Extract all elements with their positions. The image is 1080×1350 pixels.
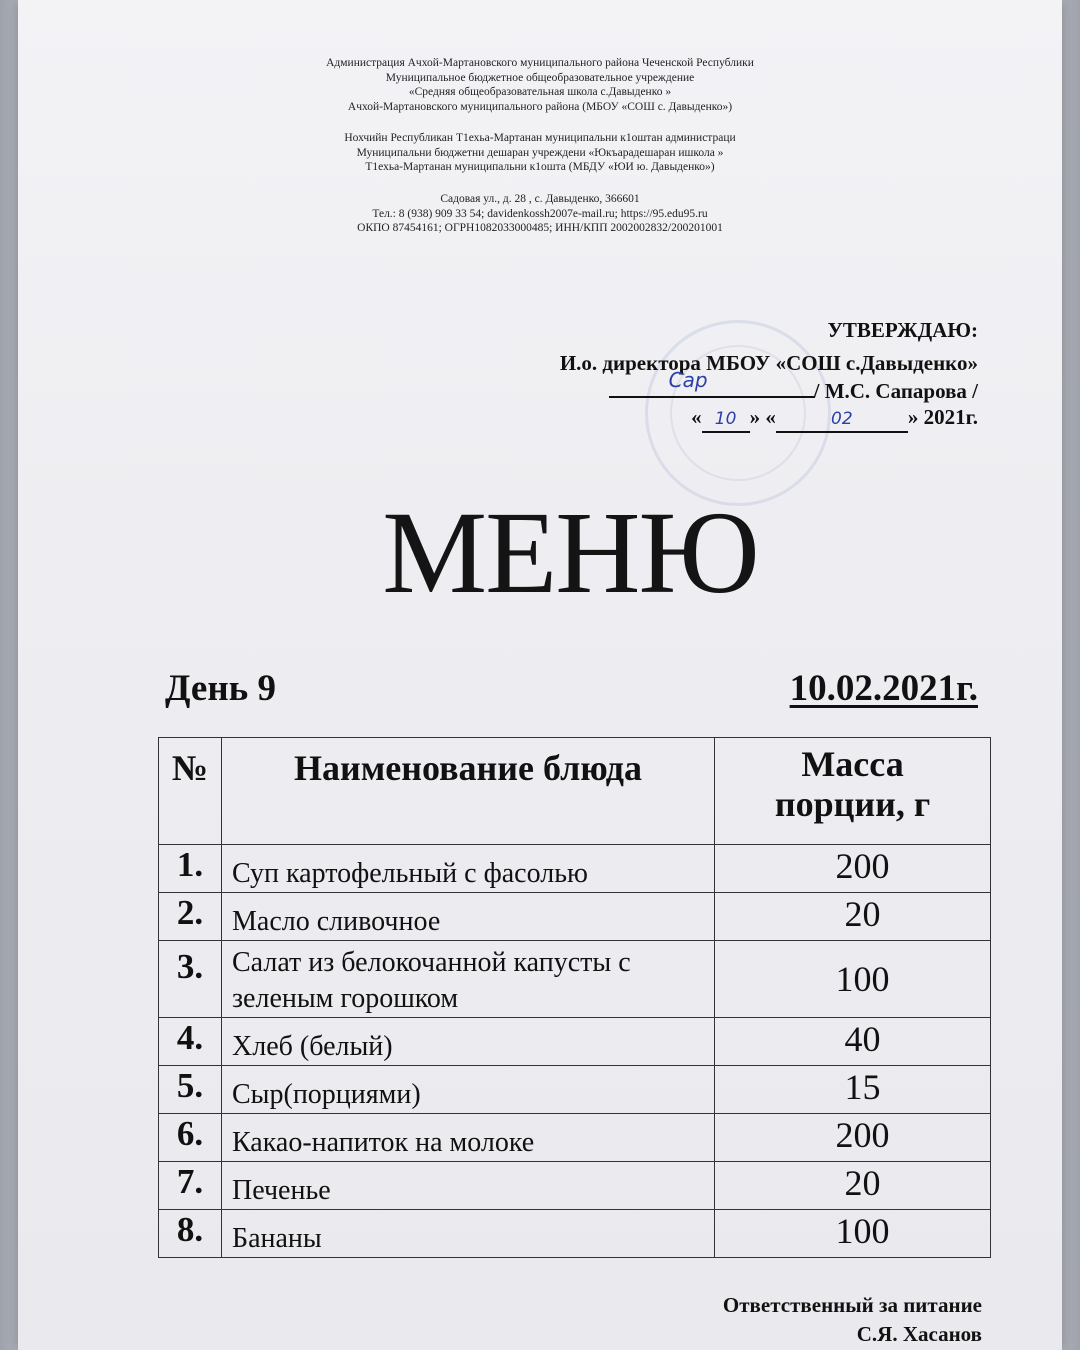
row-dish [222, 941, 715, 1018]
header-line: Администрация Ачхой-Мартановского муниципального района Чеченской Республики [326, 57, 754, 69]
row-mass: 100 [715, 941, 991, 1018]
row-dish: Печенье [222, 1162, 715, 1210]
table-row [159, 941, 991, 1018]
row-mass: 20 [715, 1162, 991, 1210]
row-dish: Суп картофельный с фасолью [222, 845, 715, 893]
header-number: № [159, 738, 222, 845]
row-number: 7. [159, 1162, 222, 1210]
row-mass: 15 [715, 1066, 991, 1114]
header-line: Муниципальное бюджетное общеобразовательное учреждение [385, 71, 695, 84]
quote-mid: » « [749, 405, 776, 429]
header-portion-mass [715, 738, 991, 845]
row-dish: Масло сливочное [222, 893, 715, 941]
table-row [159, 845, 991, 893]
header-line: Нохчийн Республикан Т1ехьа-Мартанан муниципальни к1оштан администраци [344, 132, 736, 144]
approver-name: / М.С. Сапарова / [813, 379, 978, 403]
header-contacts [0, 192, 1080, 236]
approval-year: » 2021г. [907, 405, 978, 429]
approval-month: 02 [776, 411, 908, 433]
row-dish: Бананы [222, 1210, 715, 1258]
header-russian [0, 56, 1080, 114]
row-mass: 20 [715, 893, 991, 941]
approval-date-line [691, 405, 978, 433]
row-number: 2. [159, 893, 222, 941]
responsible-label: Ответственный за питание [722, 1293, 982, 1317]
header-chechen [0, 131, 1080, 175]
approval-day: 10 [702, 411, 750, 433]
approval-heading: УТВЕРЖДАЮ: [827, 318, 978, 342]
responsible-name: С.Я. Хасанов [856, 1322, 982, 1346]
row-dish-line: Салат из белокочанной капусты с [232, 947, 631, 978]
row-dish: Хлеб (белый) [222, 1018, 715, 1066]
menu-date: 10.02.2021г. [789, 668, 978, 709]
row-mass: 200 [715, 845, 991, 893]
header-line: «Средняя общеобразовательная школа с.Давыденко » [408, 86, 672, 98]
table-row [159, 1210, 991, 1258]
row-number: 1. [159, 845, 222, 893]
table-row [159, 1162, 991, 1210]
row-number: 6. [159, 1114, 222, 1162]
row-dish: Какао-напиток на молоке [222, 1114, 715, 1162]
row-number: 4. [159, 1018, 222, 1066]
header-mass-line: порции, г [774, 784, 931, 824]
table-row [159, 1066, 991, 1114]
row-number: 5. [159, 1066, 222, 1114]
row-number: 8. [159, 1210, 222, 1258]
header-line: Ачхой-Мартановского муниципального района (МБОУ «СОШ с. Давыденко») [347, 100, 733, 113]
signature-line [609, 368, 814, 398]
menu-table [158, 737, 991, 1258]
table-header-row [159, 738, 991, 845]
row-mass: 100 [715, 1210, 991, 1258]
row-mass: 40 [715, 1018, 991, 1066]
header-line: Муниципальни бюджетни дешаран учреждени «Юкъарадешаран ишкола » [356, 146, 724, 159]
table-row [159, 893, 991, 941]
page-title: МЕНЮ [382, 487, 758, 618]
handwritten-signature: Сар [668, 368, 708, 392]
row-dish: Сыр(порциями) [222, 1066, 715, 1114]
header-line: Т1ехьа-Мартанан муниципальни к1ошта (МБДУ «ЮИ ю. Давыденко») [365, 161, 715, 173]
day-label: День 9 [165, 668, 276, 709]
approval-signature-line [609, 368, 978, 404]
header-dish-name: Наименование блюда [222, 738, 715, 845]
row-mass: 200 [715, 1114, 991, 1162]
row-number: 3. [159, 941, 222, 1018]
row-dish-line: зеленым горошком [232, 983, 459, 1014]
header-line: Садовая ул., д. 28 , с. Давыденко, 366601 [440, 193, 640, 205]
header-line: ОКПО 87454161; ОГРН1082033000485; ИНН/КПП 2002002832/200201001 [357, 222, 723, 234]
table-row [159, 1114, 991, 1162]
header-line: Тел.: 8 (938) 909 33 54; davidenkossh2007e-mail.ru; https://95.edu95.ru [372, 207, 708, 220]
quote-open: « [691, 405, 702, 429]
header-mass-line: Масса [801, 744, 904, 784]
table-row [159, 1018, 991, 1066]
approval-position: И.о. директора МБОУ «СОШ с.Давыденко» [559, 351, 978, 375]
